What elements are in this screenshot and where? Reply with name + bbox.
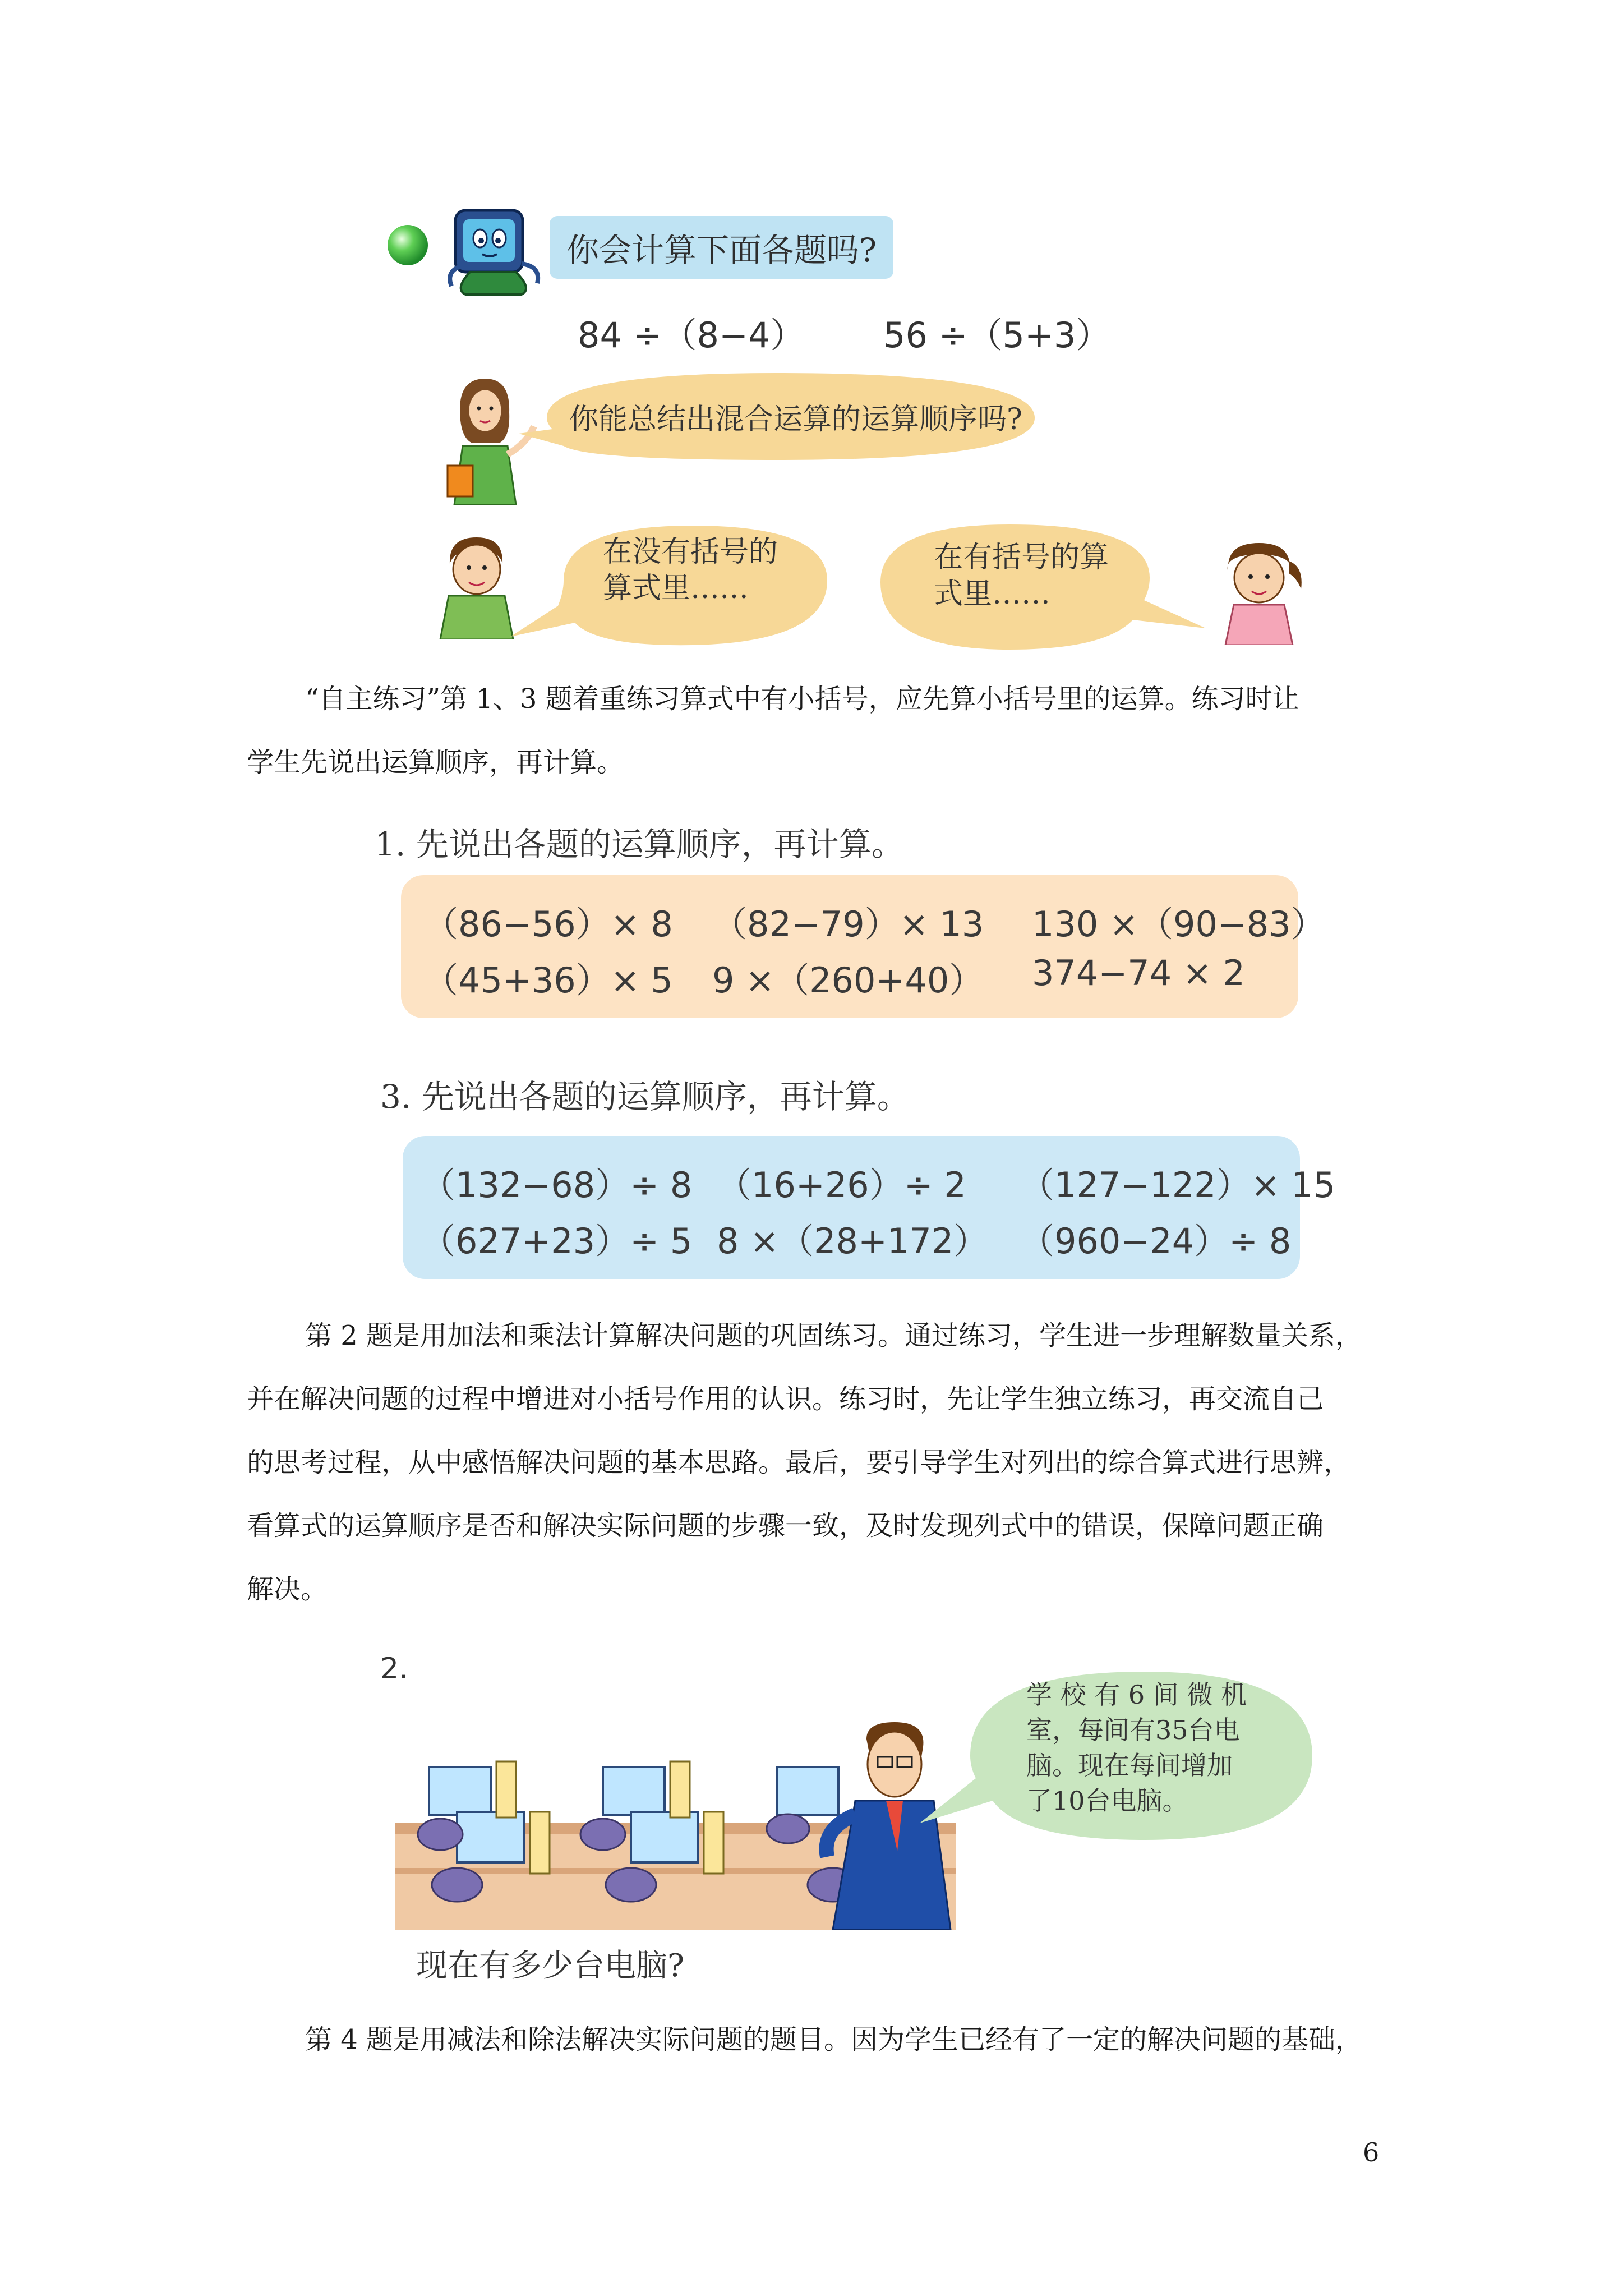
question-bubble: [550, 216, 893, 279]
exercise-3-box: [403, 1136, 1336, 1279]
paragraph-2-line3: 的思考过程，从中感悟解决问题的基本思路。最后，要引导学生对列出的综合算式进行思辨，: [247, 1447, 1351, 1478]
paragraph-2-line2: 并在解决问题的过程中增进对小括号作用的认识。练习时，先让学生独立练习，再交流自己: [247, 1383, 1324, 1415]
exercise-3-heading: 3. 先说出各题的运算顺序，再计算。: [380, 1078, 910, 1116]
paragraph-1: [247, 668, 1391, 794]
paragraph-1-line1: “自主练习”第 1、3 题着重练习算式中有小括号，应先算小括号里的运算。练习时让: [305, 683, 1299, 715]
exercise-3-r1c1: （132−68）÷ 8: [421, 1165, 693, 1205]
paragraph-2-line1: 第 2 题是用加法和乘法计算解决问题的巩固练习。通过练习，学生进一步理解数量关系，: [305, 1320, 1363, 1351]
girl-bubble-line2: 式里……: [934, 577, 1051, 611]
paragraph-3-line1: 第 4 题是用减法和除法解决实际问题的题目。因为学生已经有了一定的解决问题的基础，: [305, 2024, 1363, 2055]
exercise-1-r1c3: 130 ×（90−83）: [1032, 904, 1326, 945]
paragraph-1-line2: 学生先说出运算顺序，再计算。: [247, 747, 624, 778]
girl-bubble-line1: 在有括号的算: [934, 541, 1109, 574]
paragraph-2: [247, 1304, 1391, 1621]
teacher-bubble-text: 你能总结出混合运算的运算顺序吗?: [569, 403, 1022, 436]
paragraph-2-line5: 解决。: [247, 1573, 328, 1605]
exercise-1-box: [401, 875, 1326, 1018]
boy-bubble-line1: 在没有括号的: [603, 535, 778, 569]
boy-bubble-line2: 算式里……: [603, 572, 749, 605]
exercise-2-bubble-line4: 了10台电脑。: [1026, 1786, 1188, 1816]
exercise-1-r2c1: （45+36）× 5: [423, 960, 673, 1001]
exercise-1-r1c1: （86−56）× 8: [423, 904, 673, 945]
girl-figure: [1211, 539, 1307, 645]
paragraph-2-line4: 看算式的运算顺序是否和解决实际问题的步骤一致，及时发现列式中的错误，保障问题正确: [247, 1510, 1324, 1542]
exercise-3-r1c2: （16+26）÷ 2: [717, 1165, 966, 1205]
computer-lab-illustration: [395, 1717, 956, 1930]
exercise-2-bubble-text: [1026, 1677, 1247, 1819]
exercise-3-r1c3: （127−122）× 15: [1020, 1165, 1336, 1205]
girl-bubble-text: [934, 540, 1109, 613]
exercise-1-r2c2: 9 ×（260+40）: [712, 960, 984, 1001]
exercise-2-question: 现在有多少台电脑?: [416, 1948, 685, 1984]
exercise-2-number: 2.: [380, 1652, 408, 1686]
exercise-1-r1c2: （82−79）× 13: [712, 904, 984, 945]
computer-mascot: [443, 205, 550, 297]
exercise-1-r2c3: 374−74 × 2: [1032, 953, 1245, 993]
expression-right: 56 ÷（5+3）: [883, 315, 1111, 356]
paragraph-3: [247, 2008, 1391, 2072]
exercise-2-bubble-line3: 脑。现在每间增加: [1026, 1750, 1233, 1780]
page-number: 6: [1363, 2137, 1380, 2168]
exercise-3-r2c2: 8 ×（28+172）: [717, 1221, 989, 1262]
exercise-2-bubble-line1: 学 校 有 6 间 微 机: [1026, 1680, 1247, 1710]
boy-bubble-text: [603, 534, 778, 607]
green-ball-icon: [386, 223, 430, 267]
expression-left: 84 ÷（8−4）: [578, 315, 805, 356]
exercise-2-bubble-line2: 室，每间有35台电: [1026, 1715, 1240, 1745]
exercise-1-heading: 1. 先说出各题的运算顺序，再计算。: [375, 825, 904, 863]
question-bubble-text: 你会计算下面各题吗?: [566, 231, 877, 269]
exercise-3-r2c1: （627+23）÷ 5: [421, 1221, 693, 1262]
exercise-3-r2c3: （960−24）÷ 8: [1020, 1221, 1292, 1262]
